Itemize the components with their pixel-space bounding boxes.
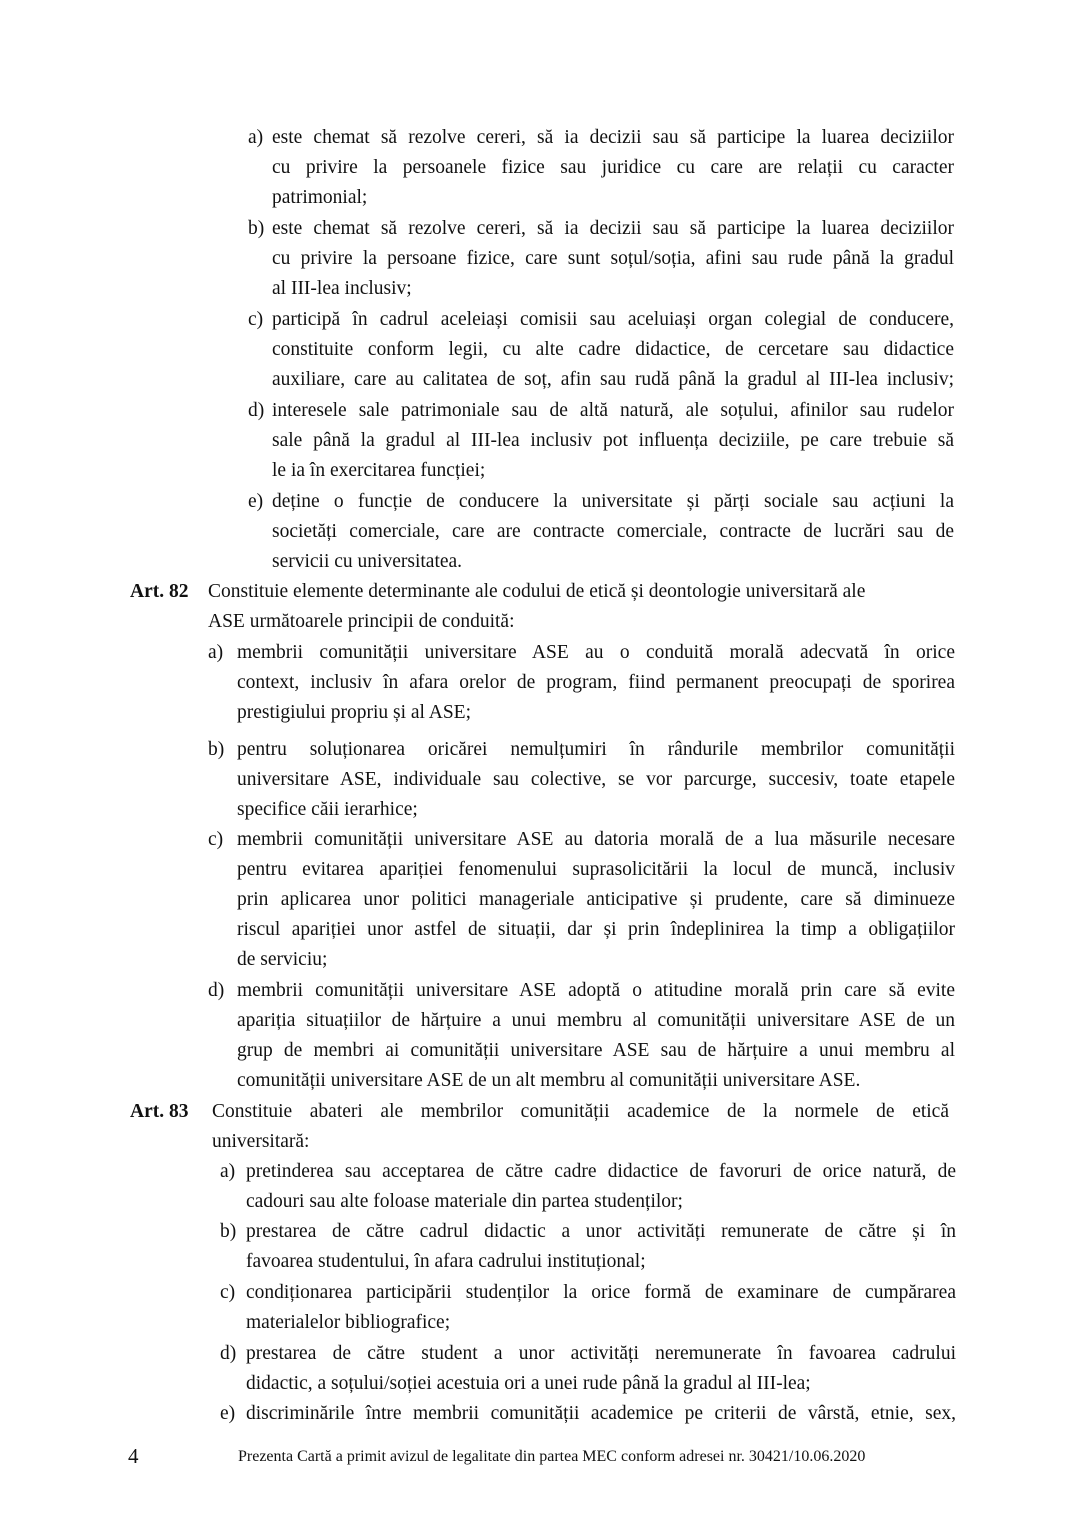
list-item-line: discriminările între membrii comunității academice pe criterii de vârstă, etnie, sex, [246,1403,956,1424]
list-item-line: membrii comunității universitare ASE au o conduită morală adecvată în orice [237,642,955,663]
list-item-line: comunității universitare ASE de un alt membru al comunității universitare ASE. [237,1070,861,1091]
list-label: e) [220,1403,236,1424]
list-item-line: al III-lea inclusiv; [272,278,412,299]
list-item-line: este chemat să rezolve cereri, să ia decizii sau să participe la luarea deciziilor [272,218,954,239]
list-item-line: societăți comerciale, care are contracte comerciale, contracte de lucrări sau de [272,521,954,542]
list-item-line: este chemat să rezolve cereri, să ia decizii sau să participe la luarea deciziilor [272,127,954,148]
list-label: a) [248,127,264,148]
list-label: d) [208,980,225,1001]
article-number: Art. 82 [130,581,189,602]
article-intro-line: Constituie elemente determinante ale codului de etică și deontologie universitară ale [208,581,866,602]
list-item-line: le ia în exercitarea funcției; [272,460,486,481]
list-item-line: de serviciu; [237,949,328,970]
list-item-line: prin aplicarea unor politici manageriale anticipative și prudente, care să diminueze [237,889,955,910]
list-label: a) [208,642,224,663]
article-intro-line: ASE următoarele principii de conduită: [208,611,515,632]
list-label: d) [248,400,265,421]
list-item-line: context, inclusiv în afara orelor de program, fiind permanent preocupați de sporirea [237,672,955,693]
list-item-line: auxiliare, care au calitatea de soț, afin sau rudă până la gradul al III-lea inclusiv; [272,369,954,390]
page-number: 4 [128,1444,139,1468]
list-item-line: prestigiului propriu și al ASE; [237,702,471,723]
list-item-line: didactic, a soțului/soției acestuia ori a unei rude până la gradul al III-lea; [246,1373,811,1394]
list-item-line: grup de membri ai comunității universitare ASE sau de hărțuire a unui membru al [237,1040,955,1061]
list-item-line: pretinderea sau acceptarea de către cadre didactice de favoruri de orice natură, de [246,1161,956,1182]
list-label: b) [248,218,265,239]
footer-note: Prezenta Cartă a primit avizul de legalitate din partea MEC conform adresei nr. 30421/10.06.2020 [238,1448,866,1465]
list-item-line: specifice căii ierarhice; [237,799,418,820]
list-item-line: materialelor bibliografice; [246,1312,451,1333]
list-label: c) [220,1282,236,1303]
list-item-line: universitare ASE, individuale sau colective, se vor parcurge, succesiv, toate etapele [237,769,955,790]
list-item-line: interesele sale patrimoniale sau de altă natură, ale soțului, afinilor sau rudelor [272,400,954,421]
list-label: a) [220,1161,236,1182]
list-item-line: condiționarea participării studenților la orice formă de examinare de cumpărarea [246,1282,956,1303]
list-item-line: prestarea de către cadrul didactic a unor activități remunerate de către și în [246,1221,956,1242]
list-label: d) [220,1343,237,1364]
list-item-line: apariția situațiilor de hărțuire a unui membru al comunității universitare ASE de un [237,1010,955,1031]
article-intro-line: universitară: [212,1131,310,1152]
list-item-line: membrii comunității universitare ASE au datoria morală de a lua măsurile necesare [237,829,955,850]
article-intro-line: Constituie abateri ale membrilor comunității academice de la normele de etică [212,1101,949,1122]
list-label: c) [208,829,224,850]
article-number: Art. 83 [130,1101,189,1122]
list-item-line: membrii comunității universitare ASE adoptă o atitudine morală prin care să evite [237,980,955,1001]
list-item-line: cadouri sau alte foloase materiale din partea studenților; [246,1191,683,1212]
list-item-line: favoarea studentului, în afara cadrului instituțional; [246,1251,646,1272]
list-label: e) [248,491,264,512]
list-item-line: deține o funcție de conducere la universitate și părți sociale sau acțiuni la [272,491,954,512]
list-item-line: riscul apariției unor astfel de situații, dar și prin îndeplinirea la timp a obligațiilor [237,919,955,940]
list-item-line: participă în cadrul aceleiași comisii sau aceluiași organ colegial de conducere, [272,309,954,330]
list-item-line: constituite conform legii, cu alte cadre didactice, de cercetare sau didactice [272,339,954,360]
list-item-line: patrimonial; [272,187,368,208]
list-item-line: servicii cu universitatea. [272,551,463,572]
list-label: c) [248,309,264,330]
list-item-line: cu privire la persoane fizice, care sunt soțul/soția, afini sau rude până la gradul [272,248,954,269]
list-item-line: pentru soluționarea oricărei nemulțumiri în rândurile membrilor comunității [237,739,955,760]
list-item-line: prestarea de către student a unor activități neremunerate în favoarea cadrului [246,1343,956,1364]
list-label: b) [208,739,225,760]
list-item-line: sale până la gradul al III-lea inclusiv pot influența deciziile, pe care trebuie să [272,430,954,451]
list-item-line: cu privire la persoanele fizice sau juridice cu care are relații cu caracter [272,157,954,178]
list-label: b) [220,1221,237,1242]
list-item-line: pentru evitarea apariției fenomenului suprasolicitării la locul de muncă, inclusiv [237,859,955,880]
